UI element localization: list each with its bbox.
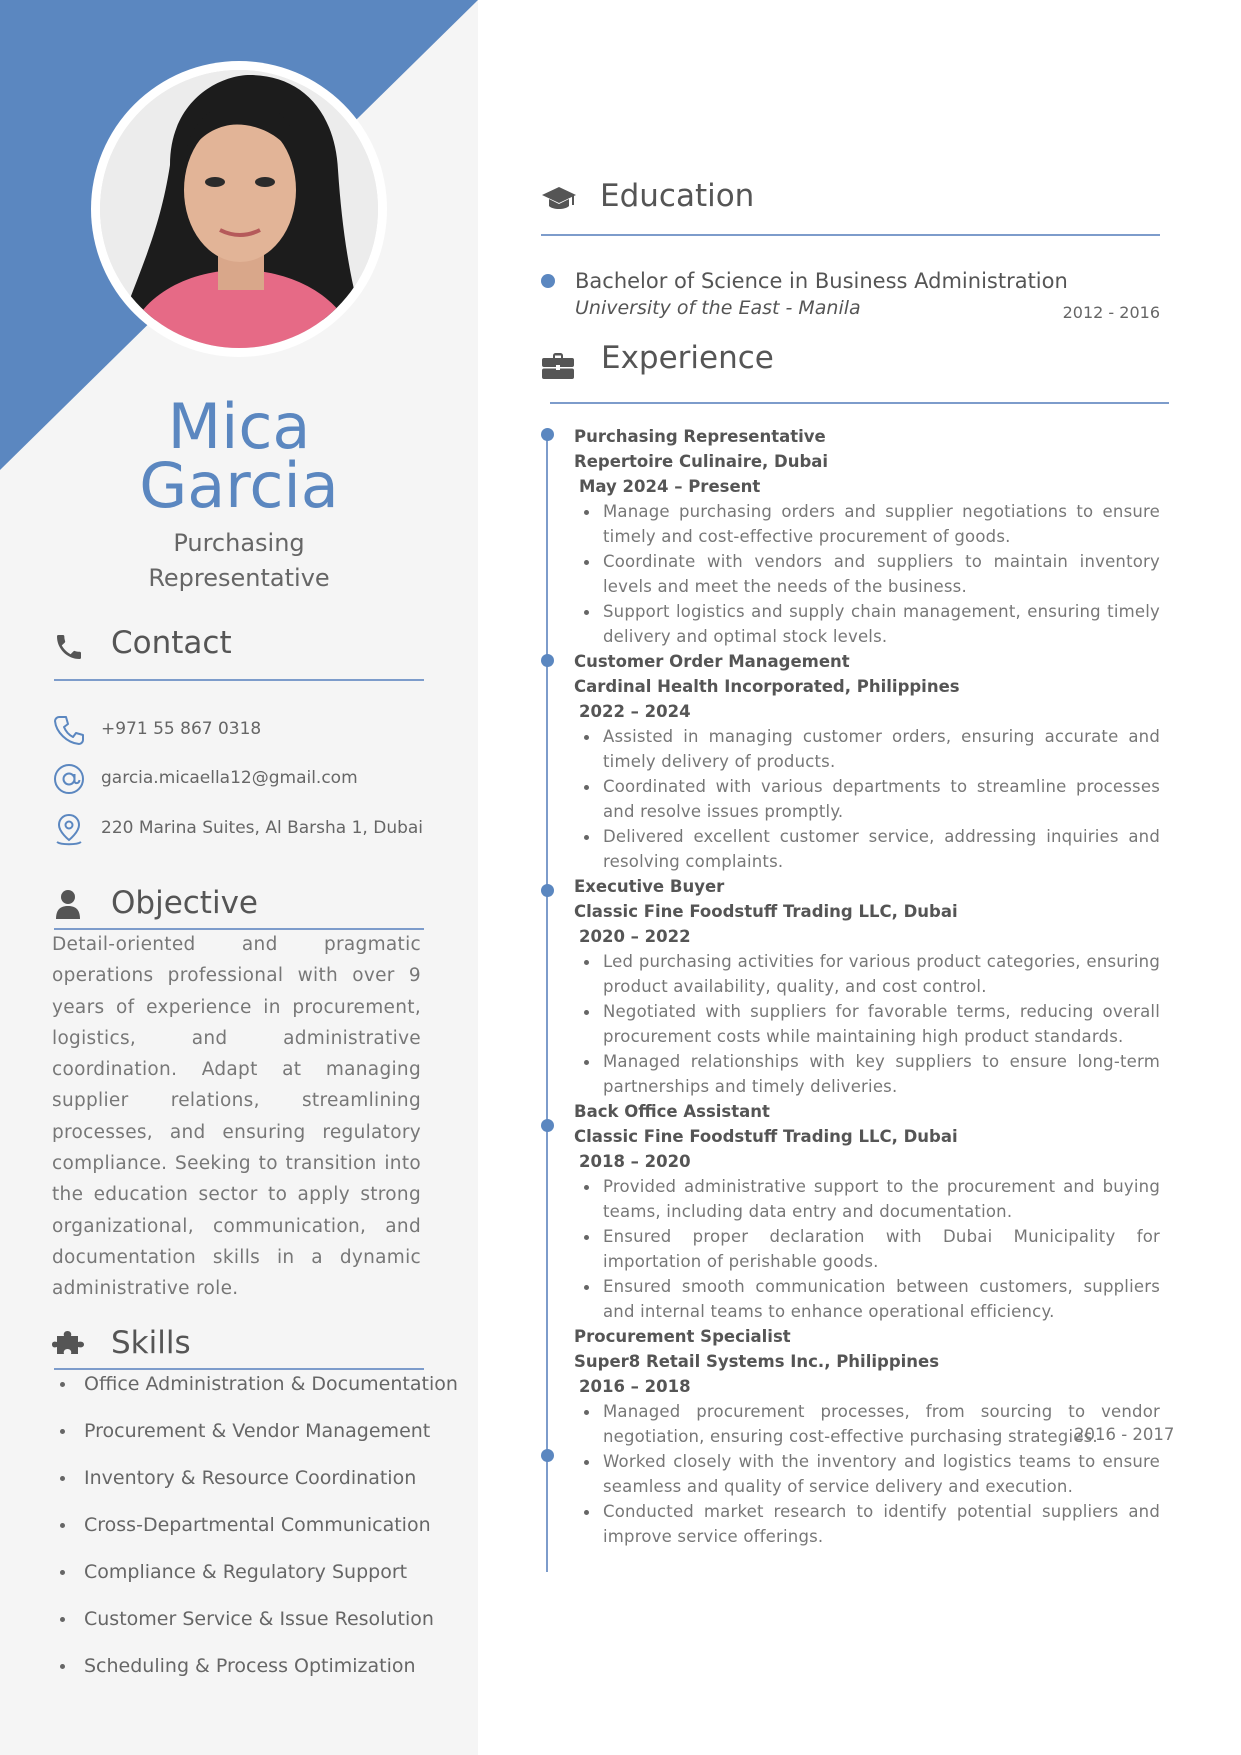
objective-heading: Objective — [111, 885, 258, 921]
education-years: 2012 - 2016 — [1062, 303, 1160, 322]
timeline-dot — [541, 1449, 554, 1462]
job-bullet: Coordinate with vendors and suppliers to maintain inventory levels and meet the needs of the business. — [574, 549, 1160, 599]
job-title: Executive Buyer — [574, 877, 725, 896]
sidebar — [0, 0, 478, 1755]
phone-icon — [53, 631, 85, 663]
job-dates: May 2024 – Present — [579, 477, 761, 496]
job-role-line-1: Purchasing — [173, 529, 305, 557]
contact-divider — [54, 679, 424, 681]
timeline-dot — [541, 428, 554, 441]
job-entry — [574, 649, 1160, 874]
job-bullet: Ensured proper declaration with Dubai Municipality for importation of perishable goods. — [574, 1224, 1160, 1274]
job-title: Procurement Specialist — [574, 1327, 791, 1346]
job-entry — [574, 1324, 1160, 1549]
profile-photo — [100, 70, 378, 348]
profile-photo-frame — [91, 61, 387, 357]
job-company: Cardinal Health Incorporated, Philippines — [574, 677, 960, 696]
phone-outline-icon — [52, 713, 86, 747]
email-address[interactable]: garcia.micaella12@gmail.com — [101, 768, 358, 788]
job-entry — [574, 424, 1160, 649]
job-role-line-2: Representative — [148, 564, 330, 592]
briefcase-icon — [541, 352, 575, 380]
job-dates: 2016 – 2018 — [579, 1377, 691, 1396]
skill-item: Procurement & Vendor Management — [60, 1419, 458, 1466]
education-degree: Bachelor of Science in Business Administration — [575, 269, 1068, 293]
education-divider — [541, 234, 1160, 236]
skill-item: Inventory & Resource Coordination — [60, 1466, 458, 1513]
skills-list — [60, 1372, 458, 1701]
street-address: 220 Marina Suites, Al Barsha 1, Dubai — [101, 818, 424, 838]
job-bullet: Worked closely with the inventory and logistics teams to ensure seamless and quality of service delivery and execution. — [574, 1449, 1160, 1499]
first-name: Mica — [167, 390, 311, 463]
job-company: Classic Fine Foodstuff Trading LLC, Dubai — [574, 1127, 958, 1146]
education-heading: Education — [600, 178, 755, 214]
timeline-dot — [541, 1119, 554, 1132]
skills-heading: Skills — [111, 1325, 191, 1361]
skill-item: Cross-Departmental Communication — [60, 1513, 458, 1560]
graduation-cap-icon — [541, 185, 577, 213]
skills-divider — [54, 1368, 424, 1370]
last-name: Garcia — [139, 449, 339, 522]
job-bullet: Delivered excellent customer service, addressing inquiries and resolving complaints. — [574, 824, 1160, 874]
job-title: Customer Order Management — [574, 652, 850, 671]
job-bullet: Managed relationships with key suppliers to ensure long-term partnerships and timely deliveries. — [574, 1049, 1160, 1099]
job-bullet: Led purchasing activities for various product categories, ensuring product availability, quality, and cost control. — [574, 949, 1160, 999]
contact-heading: Contact — [111, 625, 232, 661]
job-company: Classic Fine Foodstuff Trading LLC, Dubai — [574, 902, 958, 921]
skill-item: Office Administration & Documentation — [60, 1372, 458, 1419]
job-bullet: Ensured smooth communication between customers, suppliers and internal teams to enhance operational efficiency. — [574, 1274, 1160, 1324]
experience-divider — [550, 402, 1169, 404]
phone-number[interactable]: +971 55 867 0318 — [101, 719, 262, 739]
objective-text: Detail-oriented and pragmatic operations professional with over 9 years of experience in procurement, logistics, and administrative coordination. Adapt at managing supplier relations, streamlining processes, and ensuring regulatory compliance. Seeking to transition into the education sector to apply strong organizational, communication, and documentation skills in a dynamic administrative role. — [52, 934, 421, 1300]
job-bullet: Managed procurement processes, from sourcing to vendor negotiation, ensuring cost-effective purchasing strategies. — [574, 1399, 1160, 1449]
skill-item: Scheduling & Process Optimization — [60, 1654, 458, 1701]
puzzle-icon — [51, 1330, 87, 1358]
job-entry — [574, 874, 1160, 1099]
job-bullet: Support logistics and supply chain management, ensuring timely delivery and optimal stock levels. — [574, 599, 1160, 649]
job-entry — [574, 1099, 1160, 1324]
job-company: Repertoire Culinaire, Dubai — [574, 452, 829, 471]
education-bullet — [541, 274, 555, 288]
at-sign-icon — [52, 762, 86, 796]
skill-item: Compliance & Regulatory Support — [60, 1560, 458, 1607]
job-dates: 2018 – 2020 — [579, 1152, 691, 1171]
job-title: Back Office Assistant — [574, 1102, 770, 1121]
job-title: Purchasing Representative — [574, 427, 826, 446]
job-bullet: Manage purchasing orders and supplier negotiations to ensure timely and cost-effective procurement of goods. — [574, 499, 1160, 549]
job-bullet: Conducted market research to identify potential suppliers and improve service offerings. — [574, 1499, 1160, 1549]
job-bullet: Provided administrative support to the procurement and buying teams, including data entry and documentation. — [574, 1174, 1160, 1224]
skill-item: Customer Service & Issue Resolution — [60, 1607, 458, 1654]
job-bullet: Coordinated with various departments to streamline processes and resolve issues promptly. — [574, 774, 1160, 824]
experience-heading: Experience — [601, 340, 774, 376]
job-company: Super8 Retail Systems Inc., Philippines — [574, 1352, 940, 1371]
timeline-dot — [541, 884, 554, 897]
job-dates: 2022 – 2024 — [579, 702, 691, 721]
overlapping-years-text: 2016 - 2017 — [1074, 1425, 1175, 1444]
job-bullet: Assisted in managing customer orders, ensuring accurate and timely delivery of products. — [574, 724, 1160, 774]
job-bullet: Negotiated with suppliers for favorable terms, reducing overall procurement costs while maintaining high product standards. — [574, 999, 1160, 1049]
experience-list — [574, 424, 1160, 1549]
user-icon — [54, 889, 82, 919]
education-school: University of the East - Manila — [575, 297, 861, 319]
job-dates: 2020 – 2022 — [579, 927, 691, 946]
location-pin-icon — [52, 812, 86, 846]
timeline-line — [546, 433, 548, 1572]
timeline-dot — [541, 654, 554, 667]
